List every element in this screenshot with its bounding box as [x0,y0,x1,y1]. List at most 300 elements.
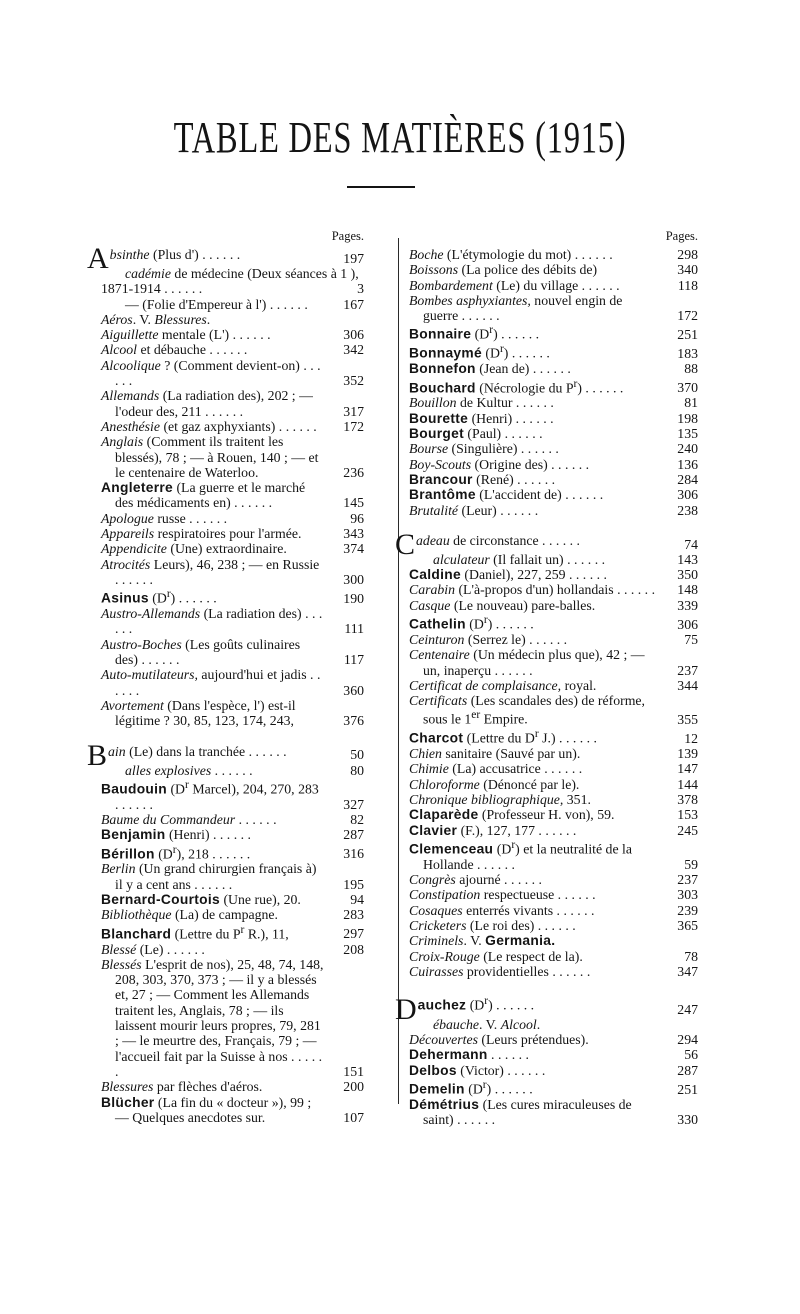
index-column-left [87,229,364,1125]
entry-text [409,949,658,964]
entry-fragment: Charcot [409,730,464,746]
index-entry [101,763,364,778]
entry-fragment: Casque [409,597,451,613]
index-entry [101,312,364,327]
page-number: 378 [677,792,698,808]
pages-header: Pages. [331,229,364,243]
entry-text [409,472,658,487]
index-entry [409,678,698,693]
index-entry [101,637,364,668]
dot-leader: . . . . . . [548,963,591,979]
entry-fragment: Asinus [101,590,149,606]
index-entry [101,541,364,556]
index-entry [101,1079,364,1094]
page-number: 118 [677,277,698,293]
entry-fragment: (Jean de) [475,361,530,377]
entry-fragment: Constipation [409,887,481,903]
entry-fragment: bsinthe [109,247,150,262]
index-entry [101,942,364,957]
entry-text [409,613,658,632]
index-entry [409,361,698,376]
dot-leader: . . . . . . [581,380,624,396]
title-rule [347,186,415,188]
page-number: 167 [343,296,364,312]
index-entry [409,598,698,613]
entry-fragment: L'esprit de nos), 25, 48, 74, 148, 208, 303, 370, 373 ; — il y a blessés et, 27 ; — Comment les Allemands traitent les, Anglais, 78 ; — ils laissent mourir leurs propres, 79, 281 ; — le meurtre des, Français, 79 ; — l'accueil fait par la Suisse à nos [115,956,324,1064]
entry-fragment: 351. [563,792,591,808]
entry-text [101,907,324,922]
entry-fragment: Austro-Boches [101,636,182,652]
entry-fragment: Blessés [101,956,142,972]
entry-text [409,293,658,324]
entry-fragment: de médecine (Deux séances à 1 ), 1871-1914 [101,266,359,297]
entry-fragment: Certificat de complaisance, [409,677,562,693]
entry-fragment: Criminels [409,933,464,949]
dot-leader: . . . . . . [453,1112,496,1128]
entry-fragment: (Une rue), 20. [220,892,301,908]
entry-fragment: ) [493,327,498,343]
page-number: 317 [343,403,364,419]
index-entry [409,487,698,502]
page-number: 236 [343,464,364,480]
entry-fragment: . V. [463,933,486,949]
entry-text [101,957,324,1079]
entry-fragment: Bouillon [409,395,457,411]
entry-fragment: (La radiation des) [200,606,302,622]
page-number: 139 [677,746,698,762]
entry-fragment: alles explosives [125,762,212,778]
page-number: 237 [677,872,698,888]
entry-fragment: Blanchard [101,926,172,942]
index-entry [101,587,364,606]
index-entry [101,907,364,922]
entry-fragment: (Comment ils traitent les blessés), 78 ; — à Rouen, 140 ; — et le centenaire de Waterloo. [115,434,319,480]
entry-fragment: Anglais [101,434,144,450]
page-number: 237 [677,662,698,678]
entry-fragment: Boy-Scouts [409,456,472,472]
index-entry [409,472,698,487]
page-number: 172 [343,418,364,434]
entry-fragment: Blücher [101,1094,155,1110]
dot-leader: . . . . . . [496,502,539,518]
dot-leader: . . . . . . [512,395,554,411]
entry-text [409,426,658,441]
entry-fragment: r [573,377,578,390]
entry-fragment: Brancour [409,471,473,487]
entry-fragment: r [166,588,171,601]
entry-text [409,838,658,872]
entry-fragment: Congrès [409,872,456,888]
page-number: 306 [677,487,698,503]
entry-fragment: (D [148,590,167,606]
entry-fragment: Benjamin [101,827,166,843]
entry-fragment: Chloroforme [409,776,480,792]
entry-fragment: (Le) du village [492,277,579,293]
dot-leader: . . . . . . [205,342,248,358]
entry-fragment: Empire. [480,711,528,727]
page-number: 145 [343,495,364,511]
index-entry [409,727,698,746]
entry-fragment: ) [487,616,493,632]
column-divider [398,238,399,1104]
page-number: 151 [343,1063,364,1079]
drop-initial: D [395,992,417,1026]
dot-leader: . . . . . . [229,327,271,343]
entry-fragment: Atrocités [101,556,151,572]
entry-text [409,1047,658,1062]
index-entry [101,892,364,907]
entry-fragment: . V. [132,311,155,327]
entry-fragment: (Nécrologie du P [475,380,574,396]
entry-text [101,892,324,907]
dot-leader: . . . . . . [230,495,273,511]
index-entry [409,247,698,262]
dot-leader: . . . . . . [198,247,241,262]
dot-leader: . . . . . . [547,456,590,472]
index-entry [409,582,698,597]
index-entry [101,957,364,1079]
page-number: 59 [684,856,698,872]
page-number: 75 [684,631,698,647]
drop-initial: A [87,242,109,275]
entry-fragment: (La radiation des), 202 ; — l'odeur des, 211 [115,388,313,419]
entry-fragment: Delbos [409,1062,457,1078]
dot-leader: . . . . . . [540,761,583,777]
entry-fragment: Chien [409,746,442,762]
entry-fragment: (Daniel), 227, 259 [460,567,566,583]
entry-text [101,557,324,588]
entry-fragment: Clemenceau [409,841,494,857]
index-entry [101,419,364,434]
entry-fragment: Boche [409,247,444,262]
page-number: 283 [343,907,364,923]
entry-fragment: Bernard-Courtois [101,892,221,908]
dot-leader: . . . . . . [211,762,253,778]
dot-leader: . . . . . . [185,510,228,526]
index-entry [409,746,698,761]
index-entry [101,358,364,389]
page-number: 198 [677,410,698,426]
entry-fragment: (Singulière) [448,441,518,457]
page-number: 350 [677,567,698,583]
entry-text [101,541,324,556]
entry-fragment: (La fin du « docteur »), 99 ; — Quelques anecdotes sur. [115,1094,312,1125]
page-number: 376 [343,713,364,729]
entry-fragment: r [499,343,504,356]
entry-fragment: Bombes asphyxiantes, [409,292,531,308]
entry-fragment: nouvel engin de guerre [423,292,623,324]
index-entry [101,434,364,480]
index-entry [409,293,698,324]
entry-fragment: r [482,1079,487,1091]
index-entry [409,567,698,582]
index-entry [101,266,364,297]
entry-fragment: Alcool [500,1016,537,1032]
dot-leader: . . . . . . [492,616,534,632]
entry-fragment: Découvertes [409,1032,478,1048]
page-number: 94 [350,892,364,908]
entry-text [101,419,324,434]
page-number: 360 [343,682,364,698]
index-entry [409,552,698,567]
entry-fragment: r [240,923,245,936]
entry-fragment: . [206,311,211,327]
entry-fragment: Bourette [409,410,469,426]
entry-fragment: Austro-Allemands [101,606,201,622]
entry-fragment: Certificats [409,693,468,709]
index-entry [409,1017,698,1032]
dot-leader: . . . . . . [578,277,620,293]
page-number: 195 [343,876,364,892]
entry-fragment: (D [465,616,484,632]
entry-text [409,933,658,948]
entry-fragment: (Un médecin plus que), 42 ; — un, inaperçu [423,647,645,678]
index-entry [101,606,364,637]
pages-header: Pages. [665,229,698,243]
entry-text [409,1097,658,1128]
index-entry [409,838,698,872]
entry-text [409,411,658,426]
entry-fragment: Brutalité [409,502,459,518]
page-number: 355 [677,711,698,727]
entry-fragment: Dehermann [409,1047,488,1063]
entry-fragment: — (Folie d'Empereur à l') [125,296,267,312]
page-number: 50 [350,747,364,763]
index-entry [409,613,698,632]
entry-fragment: (Le) [136,941,164,957]
index-entry [101,388,364,419]
index-entry [101,511,364,526]
dot-leader: . . . . . . [553,902,595,918]
entry-fragment: Auto-mutilateurs, [101,667,198,683]
page-number: 238 [677,502,698,518]
entry-text [101,297,308,312]
index-entry [409,457,698,472]
entry-fragment: (René) [472,471,514,487]
entry-fragment: Appendicite [101,541,167,557]
index-entry [101,698,364,729]
entry-text [409,1017,540,1032]
entry-fragment: ) [488,997,493,1013]
page-number: 294 [677,1032,698,1048]
entry-fragment: (Le nouveau) pare-balles. [450,597,596,613]
dot-leader: . . . . . . [138,652,180,668]
entry-fragment: Angleterre [101,480,174,496]
entry-text [101,388,324,419]
entry-fragment: ) [503,345,509,361]
index-entry [101,923,364,942]
index-entry [409,262,698,277]
entry-text [409,761,658,776]
page-number: 374 [343,541,364,557]
entry-fragment: Bonnaymé [409,345,482,361]
page-number: 300 [343,571,364,587]
entry-text [409,647,658,678]
entry-fragment: (Les scandales des) de réforme, sous le 1 [423,693,646,727]
entry-fragment: alculateur [433,551,490,567]
entry-text [409,823,658,838]
entry-text [409,792,658,807]
entry-fragment: par flèches d'aéros. [153,1079,263,1095]
index-entry [409,278,698,293]
index-entry [101,812,364,827]
entry-fragment: (La) accusatrice [448,761,541,777]
entry-text [409,395,658,410]
index-entry [101,827,364,842]
dot-leader: . . . . . . [209,827,251,843]
dot-leader: . . . . . . [517,441,559,457]
index-entry [409,342,698,361]
page-number: 339 [677,597,698,613]
entry-fragment: (Le respect de la). [479,948,583,964]
dot-leader: . . . . . . [538,532,580,548]
index-entry [409,1078,698,1097]
entry-fragment: Bombardement [409,277,493,293]
entry-fragment: Avortement [101,697,164,713]
page-number: 81 [684,395,698,411]
entry-text [409,632,658,647]
entry-fragment: ébauche [433,1016,479,1032]
index-entry [101,1095,364,1126]
entry-text [409,278,658,293]
entry-fragment: Berlin [101,861,136,877]
index-entry [409,777,698,792]
entry-text [409,807,658,822]
dot-leader: . . . . . . [275,418,317,434]
entry-fragment: Ceinturon [409,631,465,647]
page-number: 78 [684,948,698,964]
page-number: 303 [677,887,698,903]
entry-text [101,312,324,327]
entry-fragment: ) [577,380,582,396]
entry-fragment: Germania. [485,933,556,949]
entry-fragment: (Les goûts culinaires des) [115,636,301,668]
entry-fragment: (Serrez le) [464,631,526,647]
page-number: 117 [343,652,364,668]
entry-text [409,964,658,979]
entry-fragment: (D [481,345,500,361]
entry-fragment: (Un grand chirurgien français à) il y a cent ans [115,861,317,892]
page-number: 251 [677,1081,698,1097]
page-number: 365 [677,918,698,934]
entry-fragment: ) [170,590,176,606]
entry-fragment: russe [153,510,186,526]
index-entry [409,323,698,342]
entry-fragment: (Il fallait un) [489,551,564,567]
entry-fragment: Cosaques [409,902,463,918]
index-entry [409,1032,698,1047]
entry-fragment: Leurs), 46, 238 ; — en Russie [150,556,320,572]
entry-fragment: providentielles [463,963,549,979]
entry-fragment: r [185,778,189,791]
entry-fragment: (La police des débits de) [458,262,598,278]
page-number: 12 [684,730,698,746]
dot-leader: . . . . . . [115,667,321,698]
entry-text [409,1032,658,1047]
index-entry [409,807,698,822]
entry-fragment: Claparède [409,807,479,823]
entry-fragment: sanitaire (Sauvé par un). [441,746,581,762]
index-entry [409,903,698,918]
entry-fragment: r [483,614,488,627]
entry-fragment: (Plus d') [149,247,199,262]
entry-fragment: (Lettre du D [463,730,535,746]
entry-fragment: r [484,995,489,1008]
entry-fragment: Clavier [409,822,458,838]
entry-fragment: Brantôme [409,487,476,503]
entry-text [101,861,324,892]
entry-fragment: (D [167,781,186,797]
entry-text [101,763,253,778]
index-entry [409,1063,698,1078]
entry-fragment: (D [471,327,490,343]
page-number: 352 [343,373,364,389]
page-number: 316 [343,846,364,862]
index-entry [409,632,698,647]
entry-text [101,1095,324,1126]
entry-fragment: Caldine [409,567,461,583]
entry-text [101,667,324,698]
index-entry [101,342,364,357]
entry-fragment: (et gaz axphyxiants) [160,418,276,434]
entry-text [409,693,658,727]
entry-text [101,526,324,541]
entry-fragment: (Une) extraordinaire. [166,541,287,557]
page-number: 298 [677,247,698,262]
entry-text [409,903,658,918]
entry-text [409,247,658,262]
index-entry [409,426,698,441]
entry-fragment: aujourd'hui et jadis [197,667,307,683]
dot-leader: . . . . . . [115,571,153,587]
dot-leader: . . . . . . [175,590,217,606]
index-entry [409,395,698,410]
dot-leader: . . . . . . [190,876,233,892]
page-number: 190 [343,590,364,606]
page-number: 96 [350,510,364,526]
entry-text [101,266,359,296]
entry-text [409,582,658,597]
page-number: 3 [357,281,364,297]
entry-fragment: Blessé [101,941,137,957]
entry-fragment: Chronique bibliographique, [409,792,564,808]
page-number: 56 [684,1047,698,1063]
page-number: 287 [677,1062,698,1078]
entry-fragment: (D [493,841,512,857]
entry-text [101,1079,324,1094]
entry-text [101,327,324,342]
entry-fragment: Blessures [101,1079,154,1095]
index-entry [101,327,364,342]
entry-text [101,698,324,729]
page-number: 239 [677,902,698,918]
index-entry [409,964,698,979]
page-title: TABLE DES MATIÈRES (1915) [173,113,627,162]
dot-leader: . . . . . . [160,281,203,297]
entry-fragment: Cathelin [409,616,466,632]
index-entry [409,887,698,902]
page-number: 245 [677,822,698,838]
entry-fragment: (Dans l'espèce, l') est-il légitime ? 30, 85, 123, 174, 243, [115,697,296,729]
dot-leader: . . . . . . [500,872,542,888]
entry-text [409,552,605,567]
entry-text [409,777,658,792]
entry-text [409,262,658,277]
index-entry [409,377,698,396]
entry-fragment: r [511,838,516,851]
entry-fragment: (Professeur H. von), 59. [478,807,615,823]
entry-fragment: (Henri) [165,827,210,843]
